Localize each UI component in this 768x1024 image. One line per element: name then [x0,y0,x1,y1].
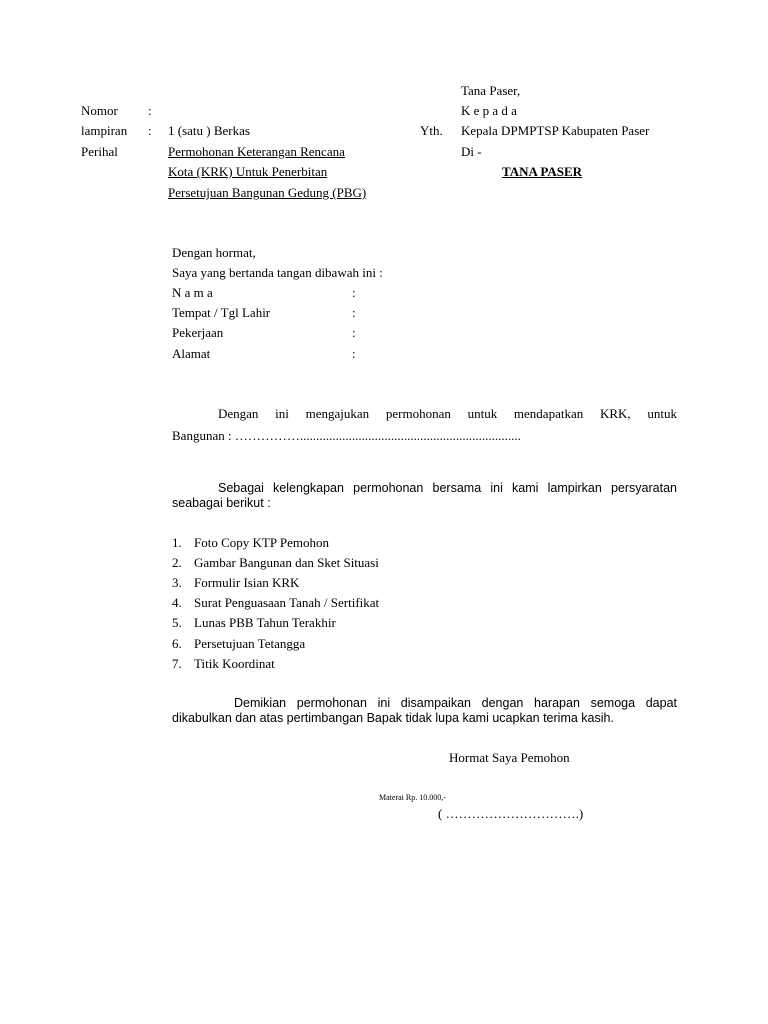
perihal-label: Perihal [81,144,118,159]
list-item [172,636,305,652]
salutation: Dengan hormat, [172,245,256,260]
list-number: 6. [172,636,182,651]
intro-text: Saya yang bertanda tangan dibawah ini : [172,265,383,280]
recipient-city: TANA PASER [502,164,583,179]
field-label-alamat: Alamat [172,346,211,361]
list-item [172,595,379,611]
list-text: Formulir Isian KRK [194,575,300,590]
nomor-label: Nomor [81,103,118,118]
list-text: Surat Penguasaan Tanah / Sertifikat [194,595,380,610]
perihal-line-2: Kota (KRK) Untuk Penerbitan [168,164,328,179]
list-item [172,535,329,551]
list-number: 1. [172,535,182,550]
lampiran-value: 1 (satu ) Berkas [168,123,250,138]
list-item [172,555,379,571]
nomor-colon: : [148,103,152,118]
letter-place: Tana Paser, [461,83,521,98]
field-colon-pekerjaan: : [352,325,356,340]
list-text: Gambar Bangunan dan Sket Situasi [194,555,379,570]
lampiran-label: lampiran [81,123,128,138]
recipient: Kepala DPMPTSP Kabupaten Paser [461,123,650,138]
di-label: Di - [461,144,482,159]
closing-paragraph: Demikian permohonan ini disampaikan dengan harapan semoga dapat dikabulkan dan atas pertimbangan Bapak tidak lupa kami ucapkan terima kasih. [172,696,677,725]
attachments-intro: Sebagai kelengkapan permohonan bersama ini kami lampirkan persyaratan seabagai berikut : [172,481,677,510]
field-label-pekerjaan: Pekerjaan [172,325,224,340]
field-colon-nama: : [352,285,356,300]
list-number: 3. [172,575,182,590]
field-label-ttl: Tempat / Tgl Lahir [172,305,271,320]
signature-name-placeholder: ( ………………………….) [438,806,584,821]
list-text: Titik Koordinat [194,656,275,671]
list-number: 7. [172,656,182,671]
list-item [172,656,275,672]
signature-greeting: Hormat Saya Pemohon [449,750,570,765]
field-colon-ttl: : [352,305,356,320]
list-number: 2. [172,555,182,570]
list-text: Foto Copy KTP Pemohon [194,535,329,550]
request-line-2: Bangunan : …………….................................................................... [172,428,521,443]
field-label-nama: N a m a [172,285,213,300]
field-colon-alamat: : [352,346,356,361]
kepada-label: K e p a d a [461,103,517,118]
list-text: Persetujuan Tetangga [194,636,306,651]
materai-label: Materai Rp. 10.000,- [379,793,446,802]
perihal-line-1: Permohonan Keterangan Rencana [168,144,345,159]
list-text: Lunas PBB Tahun Terakhir [194,615,336,630]
list-item [172,615,336,631]
list-item [172,575,299,591]
lampiran-colon: : [148,123,152,138]
request-line-1: Dengan ini mengajukan permohonan untuk mendapatkan KRK, untuk [218,406,677,421]
list-number: 5. [172,615,182,630]
yth-label: Yth. [420,123,443,138]
perihal-line-3: Persetujuan Bangunan Gedung (PBG) [168,185,367,200]
list-number: 4. [172,595,182,610]
